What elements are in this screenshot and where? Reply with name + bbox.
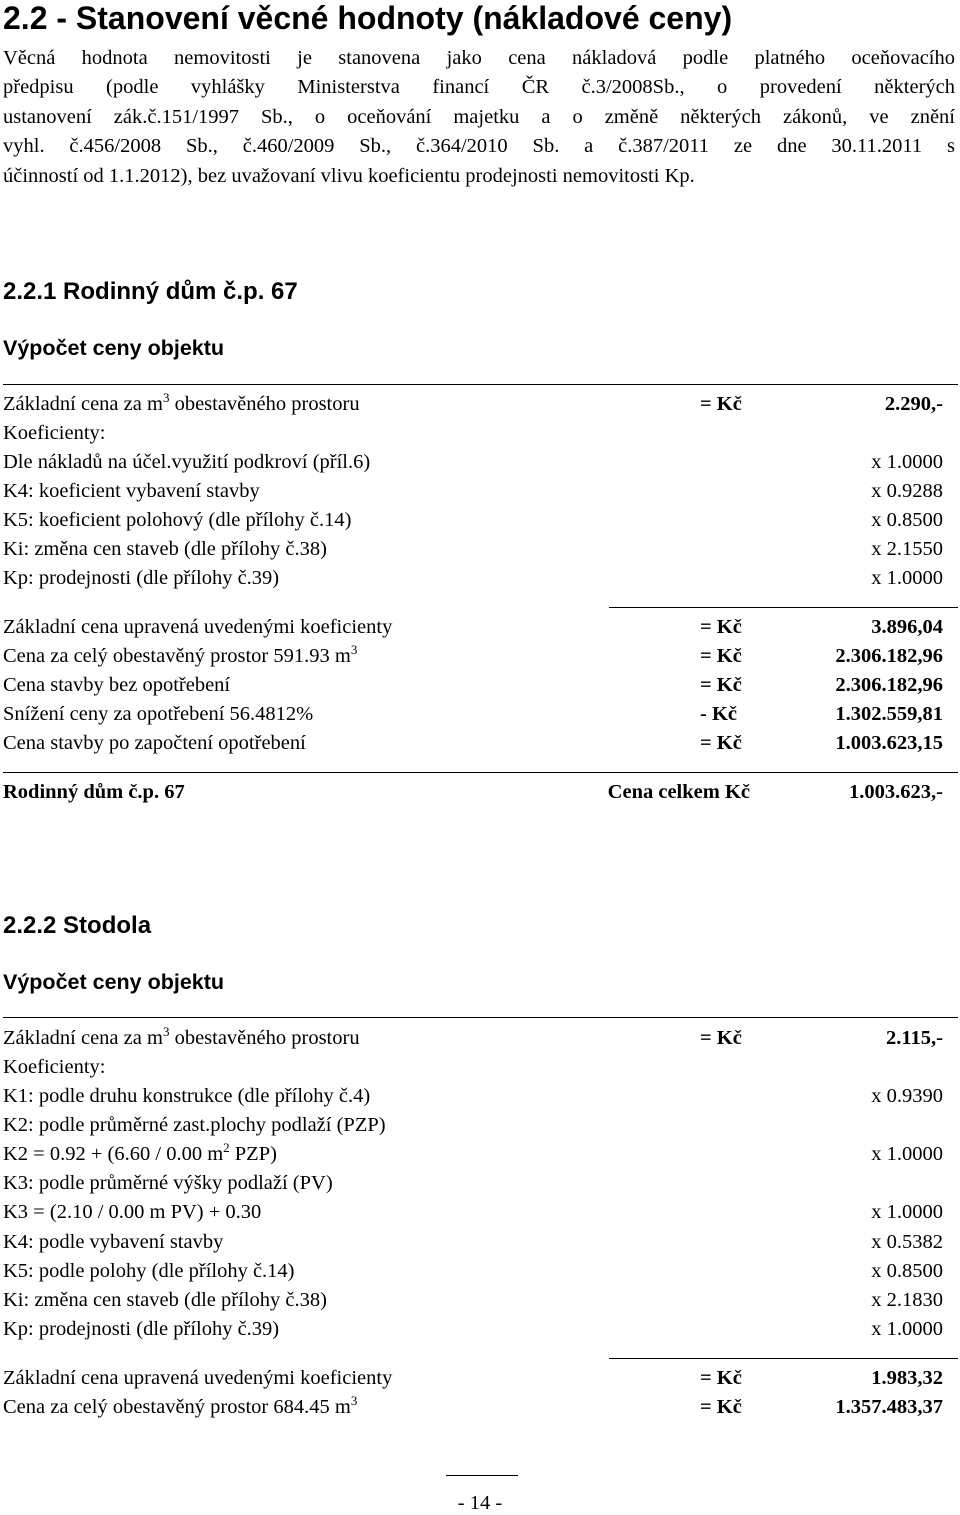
row-value: 2.290,-: [884, 393, 943, 415]
divider: [3, 384, 958, 385]
page-number: - 14 -: [457, 1492, 503, 1514]
total-value: 1.003.623,-: [849, 781, 943, 803]
coefficient-row: Ki: změna cen staveb (dle přílohy č.38) x 2.1830: [3, 1289, 943, 1311]
intro-line: účinností od 1.1.2012), bez uvažovaní vlivu koeficientu prodejnosti nemovitosti Kp.: [3, 164, 695, 187]
intro-line: vyhl. č.456/2008 Sb., č.460/2009 Sb., č.364/2010 Sb. a č.387/2011 ze dne 30.11.2011 s: [3, 135, 955, 158]
section-subtitle: Výpočet ceny objektu: [3, 970, 225, 994]
result-row: Cena stavby bez opotřebení = Kč 2.306.182,96: [3, 674, 943, 696]
coefficient-row: K3: podle průměrné výšky podlaží (PV): [3, 1172, 333, 1194]
footer-divider: [446, 1475, 518, 1476]
coefficient-row: K2: podle průměrné zast.plochy podlaží (PZP): [3, 1114, 386, 1136]
coefficient-row: K5: koeficient polohový (dle přílohy č.14) x 0.8500: [3, 509, 943, 531]
result-row: Základní cena upravená uvedenými koeficienty = Kč 1.983,32: [3, 1367, 943, 1389]
divider: [609, 607, 958, 608]
result-row: Snížení ceny za opotřebení 56.4812% - Kč 1.302.559,81: [3, 703, 943, 725]
result-row: Základní cena upravená uvedenými koeficienty = Kč 3.896,04: [3, 616, 943, 638]
coefficient-row: Dle nákladů na účel.využití podkroví (příl.6) x 1.0000: [3, 451, 943, 473]
coefficient-row: K5: podle polohy (dle přílohy č.14) x 0.8500: [3, 1260, 943, 1282]
coefficient-row: Kp: prodejnosti (dle přílohy č.39) x 1.0000: [3, 1318, 943, 1340]
coefficient-row: K4: podle vybavení stavby x 0.5382: [3, 1231, 943, 1253]
result-row: Cena za celý obestavěný prostor 591.93 $m^3$ = Kč 2.306.182,96: [3, 642, 943, 667]
section-subtitle: Výpočet ceny objektu: [3, 336, 225, 360]
intro-paragraph: [3, 44, 955, 191]
section-title: 2.2.2 Stodola: [3, 912, 152, 939]
result-row: Cena stavby po započtení opotřebení = Kč 1.003.623,15: [3, 732, 943, 754]
coefficient-row: K2 = 0.92 + (6.60 / 0.00 $m^2$ PZP) x 1.0000: [3, 1140, 943, 1165]
base-price-row: [3, 390, 943, 421]
intro-line: ustanovení zák.č.151/1997 Sb., o oceňování majetku a o změně některých zákonů, ve znění: [3, 105, 955, 128]
divider: [609, 1358, 958, 1359]
coefficients-label: Koeficienty:: [3, 1056, 106, 1078]
intro-line: předpisu (podle vyhlášky Ministerstva financí ČR č.3/2008Sb., o provedení některých: [3, 76, 955, 99]
row-operator: = Kč: [700, 393, 742, 415]
total-caption: Cena celkem Kč: [607, 781, 750, 803]
coefficient-row: Ki: změna cen staveb (dle přílohy č.38) x 2.1550: [3, 538, 943, 560]
coefficient-row: K4: koeficient vybavení stavby x 0.9288: [3, 480, 943, 502]
intro-line: Věcná hodnota nemovitosti je stanovena jako cena nákladová podle platného oceňovacího: [3, 47, 955, 69]
coefficient-row: Kp: prodejnosti (dle přílohy č.39) x 1.0000: [3, 567, 943, 589]
base-price-row: Základní cena za $m^3$ obestavěného prostoru = Kč 2.115,-: [3, 1024, 943, 1049]
result-row: Cena za celý obestavěný prostor 684.45 $m^3$ = Kč 1.357.483,37: [3, 1393, 943, 1418]
total-label: Rodinný dům č.p. 67: [3, 781, 185, 803]
divider: [3, 1017, 958, 1018]
row-label: Základní cena za $m^3$ obestavěného prostoru: [3, 390, 360, 415]
section-title: 2.2.1 Rodinný dům č.p. 67: [3, 278, 298, 305]
coefficient-row: K1: podle druhu konstrukce (dle přílohy č.4) x 0.9390: [3, 1085, 943, 1107]
page-heading: 2.2 - Stanovení věcné hodnoty (nákladové ceny): [3, 0, 733, 36]
coefficient-row: K3 = (2.10 / 0.00 m PV) + 0.30 x 1.0000: [3, 1201, 943, 1223]
coefficients-label: Koeficienty:: [3, 422, 106, 444]
divider: [3, 772, 958, 773]
